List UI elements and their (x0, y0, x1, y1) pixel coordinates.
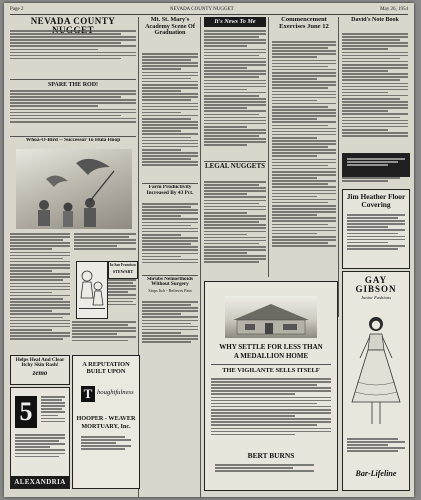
feature-text-right-2 (108, 279, 136, 317)
editorial-heading: SPARE THE ROD! (47, 82, 99, 88)
davids-heading: David's Note Book (351, 17, 399, 23)
gay-sub: Junior Fashions (361, 294, 391, 300)
legal-heading-block (204, 163, 266, 179)
editorial-block (10, 82, 136, 134)
shrubs-text (142, 301, 198, 351)
sanfran-line1: In San Francisco (110, 263, 136, 267)
st-marys-text (142, 53, 198, 181)
column-rule (268, 17, 269, 277)
hooper-initial: T (81, 386, 95, 402)
st-marys-heading: Mt. St. Mary's Academy Scene Of Graduation (145, 17, 195, 36)
masthead-title: NEVADA COUNTY (30, 17, 116, 26)
alexandria-price: 5 (15, 396, 37, 428)
jim-heather-ad (342, 189, 410, 269)
shrubs-sub: Stops Itch - Relieves Pain (148, 287, 192, 293)
column-heading: It's News To Me (204, 17, 266, 27)
hooper-script: houghtfulness (97, 389, 134, 396)
header-paper-name: NEVADA COUNTY NUGGET (169, 7, 234, 12)
st-marys-heading-block (142, 17, 198, 51)
gay-name2: GIBSON (355, 284, 397, 295)
fashion-illustration (343, 312, 409, 432)
house-photo (225, 296, 317, 338)
settle-headline1: WHY SETTLE FOR LESS THAN (219, 343, 323, 351)
feature-text-left (10, 233, 70, 353)
page-header (10, 6, 408, 15)
feature-text-right (74, 233, 136, 259)
hooper-name1: HOOPER - WEAVER (76, 415, 136, 422)
hooper-top1: A REPUTATION (82, 361, 130, 368)
column-rule (338, 17, 339, 317)
hooper-top2: BUILT UPON (86, 367, 126, 375)
settle-company: BERT BURNS (247, 451, 295, 460)
davids-text (342, 33, 408, 151)
medallion-home-ad (204, 281, 338, 491)
itchy-skin-ad (10, 355, 70, 385)
commencement-heading-block (272, 17, 336, 39)
cartoon-panel (76, 261, 108, 319)
page-number: Page 2 (10, 7, 24, 12)
commencement-text (272, 41, 336, 275)
davids-heading-block (342, 17, 408, 31)
shrubs-heading-block (142, 277, 198, 299)
settle-sub: THE VIGILANTE SELLS ITSELF (222, 367, 320, 374)
jim-heading: Jim Heather Floor Covering (346, 192, 406, 209)
farm-heading: Farm Productivity Increased By 43 Pct. (146, 185, 194, 196)
header-date: May 26, 1954 (380, 7, 408, 12)
whoa-o-bird-photo (16, 149, 132, 229)
commencement-heading: Commencement Exercises June 12 (279, 17, 329, 30)
gay-name1: GAY (364, 275, 388, 285)
itchy-headline: Helps Heal And Clear Itchy Skin Rash! (15, 357, 65, 369)
classified-brand: Bar-Lifeline (355, 468, 397, 478)
shrubs-heading: Shrubs Nemorthoids Without Surgery (147, 277, 193, 288)
column-rule (200, 17, 201, 497)
alexandria-brand: ALEXANDRIA (11, 476, 69, 488)
legal-text (204, 181, 266, 275)
column-text (204, 30, 266, 160)
masthead-block (10, 17, 136, 77)
newspaper-page (4, 3, 414, 497)
sanfran-ad (108, 261, 138, 279)
hooper-name2: MORTUARY, Inc. (81, 423, 131, 430)
sanfran-line2: STEWART (112, 268, 134, 274)
legal-heading: LEGAL NUGGETS (204, 163, 266, 170)
feature-text-lower (72, 321, 136, 351)
alexandria-ad (10, 387, 70, 489)
farm-text (142, 203, 198, 273)
dark-ad-box (342, 153, 410, 177)
feature-heading: Whoa-O-Bird -- Successor To Hula Hoop (25, 138, 121, 143)
zemo-brand: zemo (32, 368, 48, 377)
settle-headline2: A MEDALLION HOME (233, 352, 309, 360)
farm-heading-block (142, 185, 198, 201)
gay-gibson-ad (342, 271, 410, 491)
small-notice (342, 177, 408, 187)
feature-heading-block (10, 138, 136, 148)
hooper-weaver-ad (72, 355, 140, 489)
